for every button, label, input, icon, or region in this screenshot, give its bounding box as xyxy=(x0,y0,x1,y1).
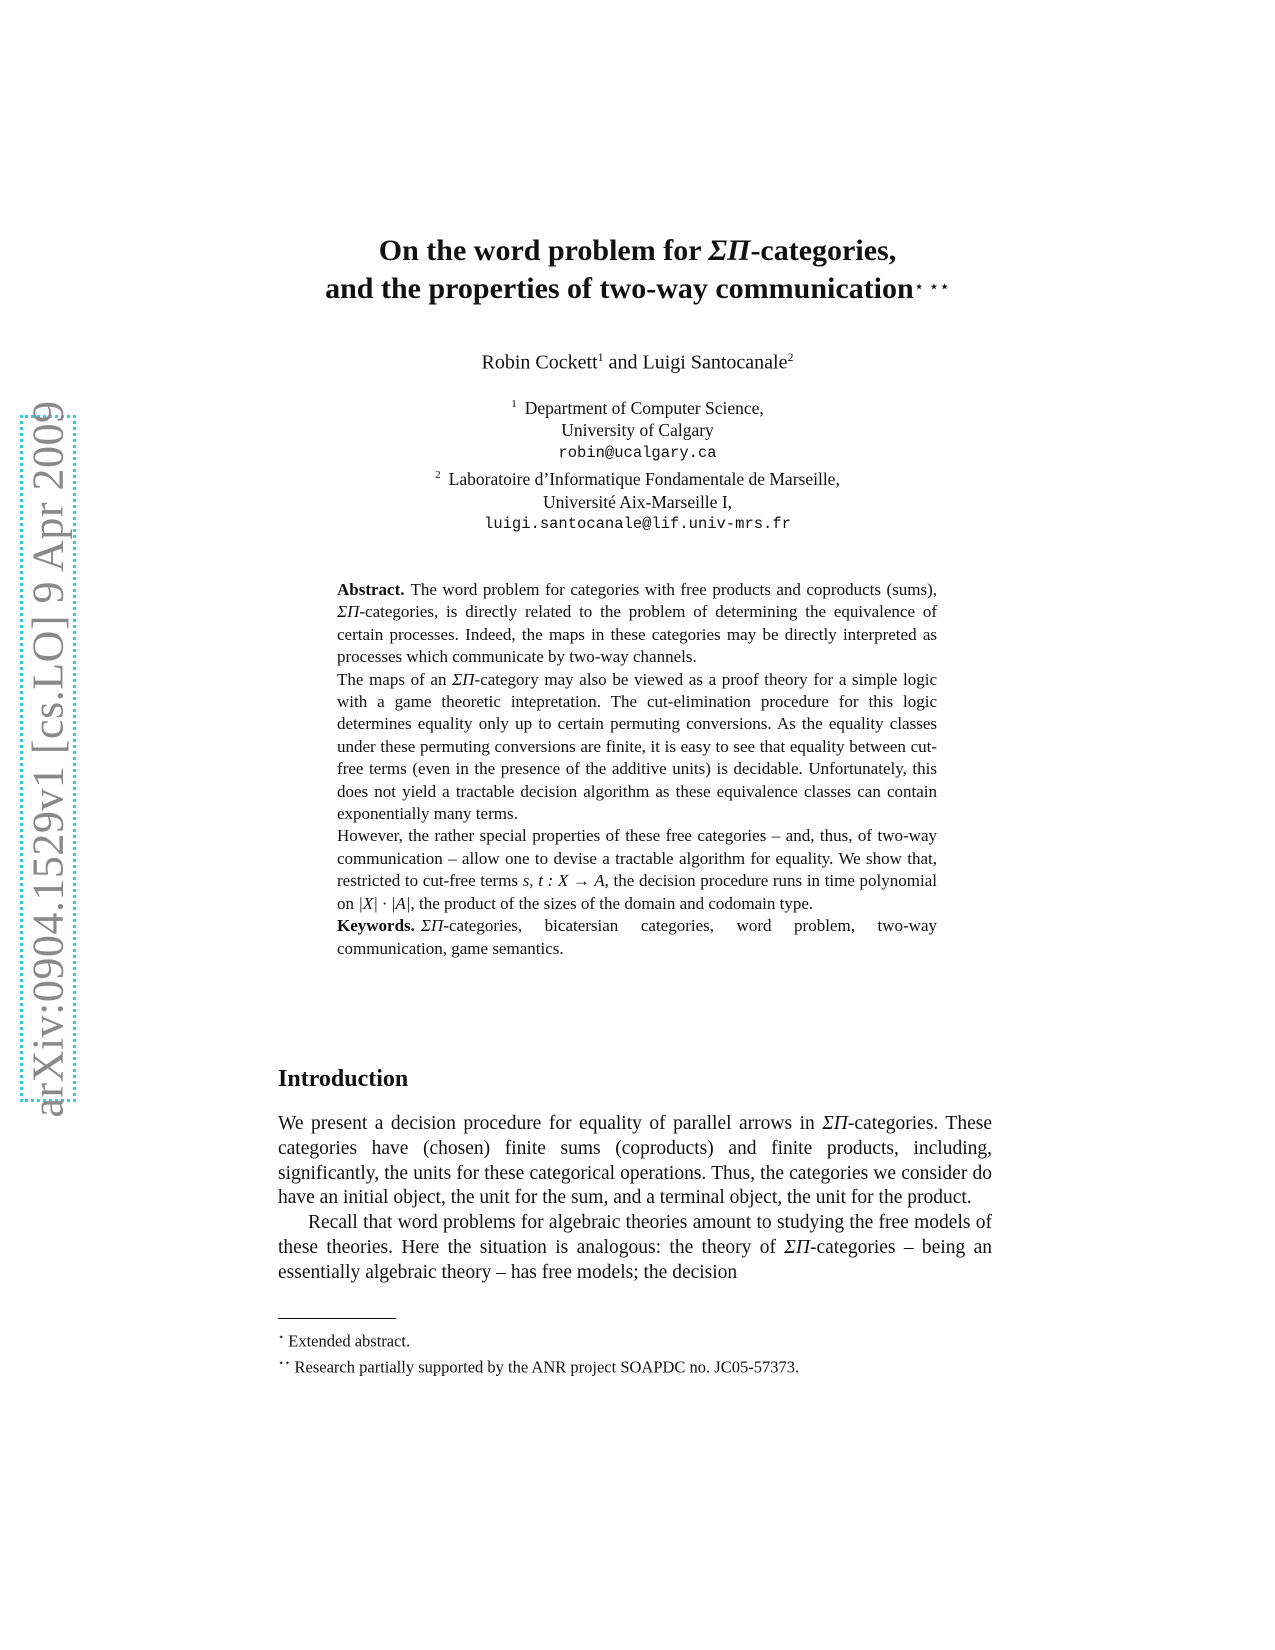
affiliation-1-dept: $^1$ Department of Computer Science, xyxy=(511,397,764,418)
affiliation-2-email[interactable]: luigi.santocanale@lif.univ-mrs.fr xyxy=(484,515,791,534)
author-2: Luigi Santocanale xyxy=(642,351,788,374)
paper-title xyxy=(200,232,1075,308)
author-list: Robin Cockett$^1$ and Luigi Santocanale$^2$ xyxy=(481,350,794,374)
footnote-1: ⋆ Extended abstract. xyxy=(278,1331,411,1351)
intro-paragraph-2: Recall that word problems for algebraic theories amount to studying the free models of these theories. Here the situation is analogous: the theory of ΣΠ-categories – being an essentially algebraic theory – has free models; the decision xyxy=(278,1212,992,1283)
abstract-paragraph-1: Abstract. The word problem for categories with free products and coproducts (sums), ΣΠ-categories, is directly related to the problem of determining the equivalence of certain processes. Indeed, the maps in these categories may be directly interpreted as processes which communicate by two-way channels. xyxy=(337,580,937,667)
footnotes xyxy=(278,1327,992,1379)
title-line-1: On the word problem for ΣΠ-categories, xyxy=(378,234,897,267)
keywords: Keywords. ΣΠ-categories, bicatersian categories, word problem, two-way communication, game semantics. xyxy=(337,916,937,958)
title-line-2: and the properties of two-way communication⋆ ⋆⋆ xyxy=(325,272,950,305)
affiliation-1-inst: University of Calgary xyxy=(561,420,714,441)
section-heading-introduction: Introduction xyxy=(278,1066,409,1092)
affiliation-2-dept: $^2$ Laboratoire d’Informatique Fondamentale de Marseille, xyxy=(435,469,840,490)
abstract-paragraph-3: However, the rather special properties of these free categories – and, thus, of two-way communication – allow one to devise a tractable algorithm for equality. We show that, restricted to cut-free terms s, t : X → A, the decision procedure runs in time polynomial on |X| · |A|, the product of the sizes of the domain and codomain type. xyxy=(337,826,937,913)
arxiv-identifier: arXiv:0904.1529v1 [cs.LO] 9 Apr 2009 xyxy=(23,399,73,1118)
title-footnote-marks: ⋆ ⋆⋆ xyxy=(913,277,950,296)
affiliation-2-inst: Université Aix-Marseille I, xyxy=(542,491,733,512)
author-1: Robin Cockett xyxy=(481,351,598,374)
affiliations xyxy=(200,393,1075,536)
footnote-rule xyxy=(278,1318,396,1319)
abstract xyxy=(337,579,937,960)
affiliation-1-email[interactable]: robin@ucalgary.ca xyxy=(558,443,717,462)
introduction-body xyxy=(278,1112,992,1286)
intro-paragraph-1: We present a decision procedure for equality of parallel arrows in ΣΠ-categories. These categories have (chosen) finite sums (coproducts) and finite products, including, significantly, the units for these categorical operations. Thus, the categories we consider do have an initial object, the unit for the sum, and a terminal object, the unit for the product. xyxy=(278,1113,992,1209)
arxiv-stamp xyxy=(20,399,76,1118)
footnote-2: ⋆⋆ Research partially supported by the ANR project SOAPDC no. JC05-57373. xyxy=(278,1357,800,1377)
abstract-paragraph-2: The maps of an ΣΠ-category may also be viewed as a proof theory for a simple logic with a game theoretic intepretation. The cut-elimination procedure for this logic determines equality only up to certain permuting conversions. As the equality classes under these permuting conversions are finite, it is easy to see that equality between cut-free terms (even in the presence of the additive units) is decidable. Unfortunately, this does not yield a tractable decision algorithm as these equivalence classes can contain exponentially many terms. xyxy=(337,669,937,824)
